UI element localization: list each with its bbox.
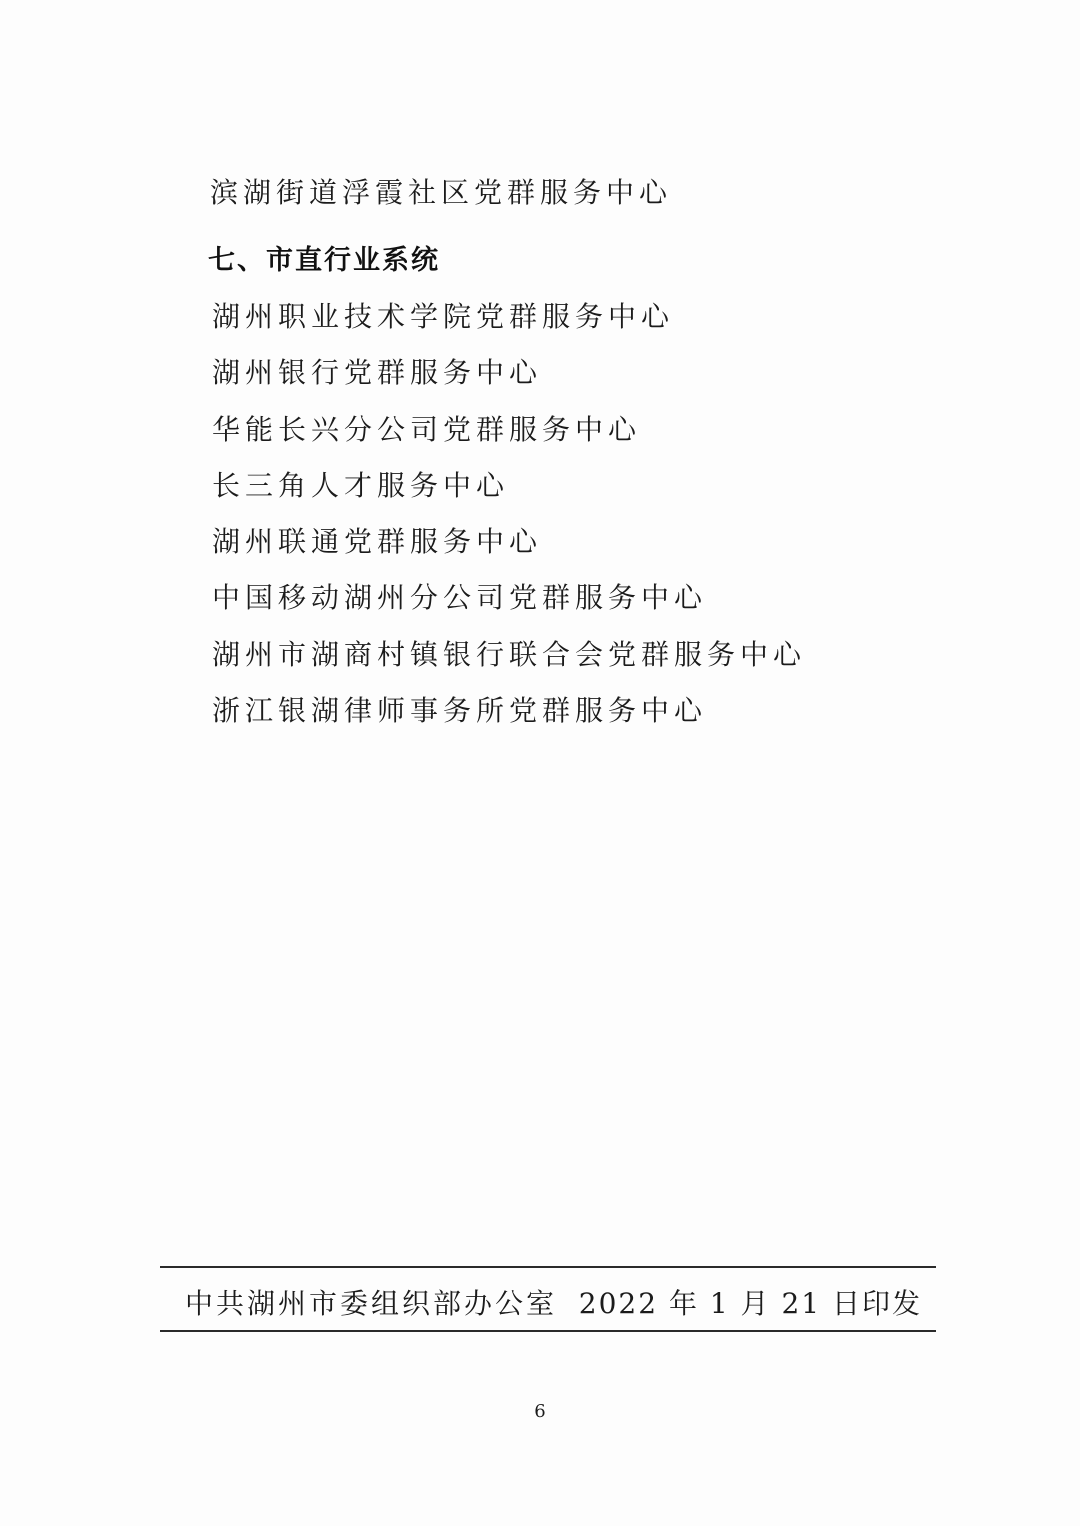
list-item: 湖州联通党群服务中心 xyxy=(212,525,543,558)
footer-issuer: 中共湖州市委组织部办公室 xyxy=(185,1287,558,1320)
list-item: 华能长兴分公司党群服务中心 xyxy=(212,413,642,446)
list-item: 湖州市湖商村镇银行联合会党群服务中心 xyxy=(212,638,807,671)
list-item: 湖州职业技术学院党群服务中心 xyxy=(212,300,675,333)
footer-top-rule xyxy=(160,1266,936,1268)
list-item: 中国移动湖州分公司党群服务中心 xyxy=(212,581,708,614)
footer-issue-date: 2022 年 1 月 21 日印发 xyxy=(578,1287,922,1320)
section-heading: 七、市直行业系统 xyxy=(208,245,440,276)
list-item: 长三角人才服务中心 xyxy=(212,469,510,502)
footer-bottom-rule xyxy=(160,1330,936,1332)
list-item: 湖州银行党群服务中心 xyxy=(212,356,543,389)
list-item-binhu-fuxia: 滨湖街道浮霞社区党群服务中心 xyxy=(210,176,673,209)
page-number: 6 xyxy=(534,1401,546,1422)
list-item: 浙江银湖律师事务所党群服务中心 xyxy=(212,694,708,727)
